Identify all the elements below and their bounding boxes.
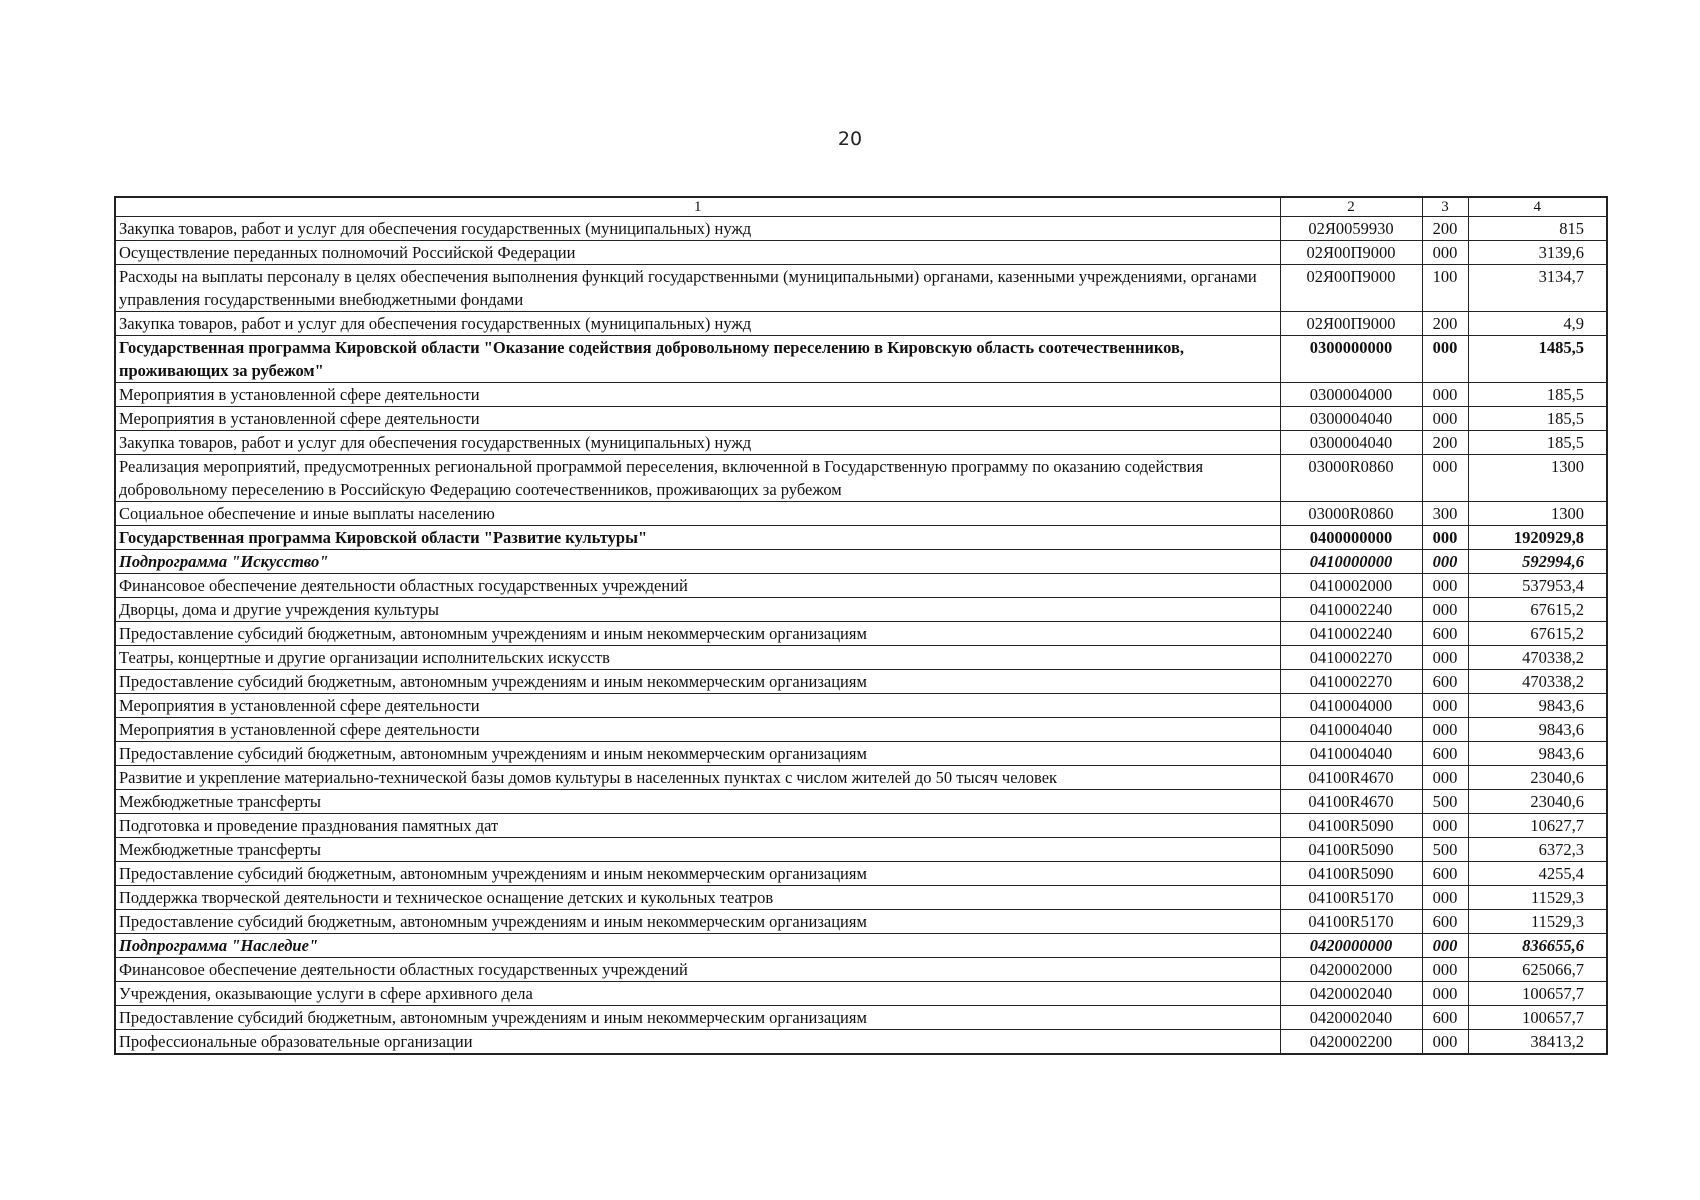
row-type-cell: 000	[1422, 383, 1468, 407]
row-name-cell: Предоставление субсидий бюджетным, автономным учреждениям и иным некоммерческим организациям	[115, 1006, 1280, 1030]
table-row	[115, 622, 1607, 646]
row-type-cell: 200	[1422, 431, 1468, 455]
table-row	[115, 336, 1607, 383]
table-row	[115, 312, 1607, 336]
header-col-4: 4	[1468, 197, 1607, 217]
row-type-cell: 000	[1422, 814, 1468, 838]
row-code-cell: 04100R5170	[1280, 886, 1422, 910]
row-name-cell: Предоставление субсидий бюджетным, автономным учреждениям и иным некоммерческим организациям	[115, 622, 1280, 646]
row-sum-cell: 11529,3	[1468, 910, 1607, 934]
table-row	[115, 598, 1607, 622]
row-sum-cell: 9843,6	[1468, 742, 1607, 766]
row-type-cell: 500	[1422, 790, 1468, 814]
table-row	[115, 814, 1607, 838]
table-row	[115, 886, 1607, 910]
table-row	[115, 790, 1607, 814]
table-row	[115, 431, 1607, 455]
row-sum-cell: 9843,6	[1468, 694, 1607, 718]
budget-table	[114, 196, 1608, 1055]
row-name-cell: Предоставление субсидий бюджетным, автономным учреждениям и иным некоммерческим организациям	[115, 910, 1280, 934]
row-sum-cell: 1920929,8	[1468, 526, 1607, 550]
header-col-3: 3	[1422, 197, 1468, 217]
row-code-cell: 0420002200	[1280, 1030, 1422, 1055]
row-name-cell: Мероприятия в установленной сфере деятельности	[115, 694, 1280, 718]
row-code-cell: 0300004040	[1280, 407, 1422, 431]
row-code-cell: 0410002240	[1280, 598, 1422, 622]
row-type-cell: 000	[1422, 455, 1468, 502]
row-type-cell: 000	[1422, 336, 1468, 383]
row-name-cell: Финансовое обеспечение деятельности областных государственных учреждений	[115, 958, 1280, 982]
row-code-cell: 0410002000	[1280, 574, 1422, 598]
row-code-cell: 02Я00П9000	[1280, 312, 1422, 336]
table-row	[115, 862, 1607, 886]
row-type-cell: 000	[1422, 766, 1468, 790]
table-row	[115, 958, 1607, 982]
row-type-cell: 600	[1422, 670, 1468, 694]
row-sum-cell: 3139,6	[1468, 241, 1607, 265]
row-code-cell: 0300004040	[1280, 431, 1422, 455]
table-row	[115, 646, 1607, 670]
row-sum-cell: 470338,2	[1468, 670, 1607, 694]
table-row	[115, 241, 1607, 265]
row-sum-cell: 67615,2	[1468, 622, 1607, 646]
table-row	[115, 982, 1607, 1006]
row-type-cell: 000	[1422, 934, 1468, 958]
row-sum-cell: 11529,3	[1468, 886, 1607, 910]
row-code-cell: 0410002270	[1280, 670, 1422, 694]
table-row	[115, 742, 1607, 766]
table-row	[115, 1006, 1607, 1030]
table-row	[115, 455, 1607, 502]
row-name-cell: Межбюджетные трансферты	[115, 838, 1280, 862]
row-name-cell: Финансовое обеспечение деятельности областных государственных учреждений	[115, 574, 1280, 598]
header-col-1: 1	[115, 197, 1280, 217]
row-type-cell: 000	[1422, 574, 1468, 598]
row-name-cell: Дворцы, дома и другие учреждения культуры	[115, 598, 1280, 622]
row-type-cell: 000	[1422, 550, 1468, 574]
row-type-cell: 000	[1422, 598, 1468, 622]
row-name-cell: Театры, концертные и другие организации исполнительских искусств	[115, 646, 1280, 670]
row-sum-cell: 3134,7	[1468, 265, 1607, 312]
row-sum-cell: 185,5	[1468, 407, 1607, 431]
row-name-cell: Осуществление переданных полномочий Российской Федерации	[115, 241, 1280, 265]
row-code-cell: 02Я00П9000	[1280, 265, 1422, 312]
header-col-2: 2	[1280, 197, 1422, 217]
row-code-cell: 0420002000	[1280, 958, 1422, 982]
row-code-cell: 04100R5170	[1280, 910, 1422, 934]
table-row	[115, 1030, 1607, 1055]
row-name-cell: Государственная программа Кировской области "Оказание содействия добровольному переселению в Кировскую область соотечественников, проживающих за рубежом"	[115, 336, 1280, 383]
row-type-cell: 000	[1422, 886, 1468, 910]
row-sum-cell: 67615,2	[1468, 598, 1607, 622]
row-name-cell: Реализация мероприятий, предусмотренных региональной программой переселения, включенной в Государственную программу по оказанию содействия добровольному переселению в Российскую Федерацию соотечественников, проживающих за рубежом	[115, 455, 1280, 502]
row-code-cell: 0300000000	[1280, 336, 1422, 383]
row-type-cell: 100	[1422, 265, 1468, 312]
row-code-cell: 0420000000	[1280, 934, 1422, 958]
row-code-cell: 0410004040	[1280, 718, 1422, 742]
page-number: 20	[837, 128, 863, 150]
row-code-cell: 02Я00П9000	[1280, 241, 1422, 265]
row-sum-cell: 1300	[1468, 502, 1607, 526]
row-name-cell: Развитие и укрепление материально-технической базы домов культуры в населенных пунктах с числом жителей до 50 тысяч человек	[115, 766, 1280, 790]
table-row	[115, 383, 1607, 407]
table-row	[115, 550, 1607, 574]
row-type-cell: 000	[1422, 526, 1468, 550]
row-type-cell: 300	[1422, 502, 1468, 526]
row-name-cell: Мероприятия в установленной сфере деятельности	[115, 383, 1280, 407]
row-type-cell: 000	[1422, 718, 1468, 742]
row-code-cell: 0420002040	[1280, 982, 1422, 1006]
row-type-cell: 000	[1422, 241, 1468, 265]
row-code-cell: 04100R4670	[1280, 790, 1422, 814]
row-code-cell: 0300004000	[1280, 383, 1422, 407]
row-sum-cell: 23040,6	[1468, 766, 1607, 790]
table-row	[115, 694, 1607, 718]
row-name-cell: Поддержка творческой деятельности и техническое оснащение детских и кукольных театров	[115, 886, 1280, 910]
row-name-cell: Расходы на выплаты персоналу в целях обеспечения выполнения функций государственными (муниципальными) органами, казенными учреждениями, органами управления государственными внебюджетными фондами	[115, 265, 1280, 312]
table-body	[115, 217, 1607, 1055]
row-code-cell: 03000R0860	[1280, 502, 1422, 526]
row-type-cell: 000	[1422, 958, 1468, 982]
row-name-cell: Предоставление субсидий бюджетным, автономным учреждениям и иным некоммерческим организациям	[115, 742, 1280, 766]
row-code-cell: 0410004040	[1280, 742, 1422, 766]
row-type-cell: 000	[1422, 407, 1468, 431]
table-header-row	[115, 197, 1607, 217]
row-sum-cell: 100657,7	[1468, 982, 1607, 1006]
row-sum-cell: 592994,6	[1468, 550, 1607, 574]
table-row	[115, 718, 1607, 742]
row-sum-cell: 625066,7	[1468, 958, 1607, 982]
row-sum-cell: 100657,7	[1468, 1006, 1607, 1030]
row-name-cell: Закупка товаров, работ и услуг для обеспечения государственных (муниципальных) нужд	[115, 431, 1280, 455]
table-row	[115, 502, 1607, 526]
row-code-cell: 04100R4670	[1280, 766, 1422, 790]
row-type-cell: 200	[1422, 217, 1468, 241]
row-sum-cell: 185,5	[1468, 383, 1607, 407]
table-row	[115, 838, 1607, 862]
row-code-cell: 0410000000	[1280, 550, 1422, 574]
row-code-cell: 03000R0860	[1280, 455, 1422, 502]
row-sum-cell: 470338,2	[1468, 646, 1607, 670]
row-sum-cell: 815	[1468, 217, 1607, 241]
row-type-cell: 600	[1422, 622, 1468, 646]
row-type-cell: 000	[1422, 646, 1468, 670]
row-name-cell: Предоставление субсидий бюджетным, автономным учреждениям и иным некоммерческим организациям	[115, 670, 1280, 694]
row-sum-cell: 1300	[1468, 455, 1607, 502]
row-sum-cell: 10627,7	[1468, 814, 1607, 838]
row-type-cell: 500	[1422, 838, 1468, 862]
row-sum-cell: 23040,6	[1468, 790, 1607, 814]
table-row	[115, 265, 1607, 312]
row-name-cell: Закупка товаров, работ и услуг для обеспечения государственных (муниципальных) нужд	[115, 312, 1280, 336]
row-sum-cell: 4255,4	[1468, 862, 1607, 886]
row-name-cell: Мероприятия в установленной сфере деятельности	[115, 718, 1280, 742]
table-row	[115, 766, 1607, 790]
row-code-cell: 0410002240	[1280, 622, 1422, 646]
row-name-cell: Мероприятия в установленной сфере деятельности	[115, 407, 1280, 431]
table-row	[115, 574, 1607, 598]
row-name-cell: Предоставление субсидий бюджетным, автономным учреждениям и иным некоммерческим организациям	[115, 862, 1280, 886]
table-row	[115, 670, 1607, 694]
row-name-cell: Межбюджетные трансферты	[115, 790, 1280, 814]
row-name-cell: Подпрограмма "Искусство"	[115, 550, 1280, 574]
row-name-cell: Учреждения, оказывающие услуги в сфере архивного дела	[115, 982, 1280, 1006]
row-type-cell: 000	[1422, 982, 1468, 1006]
row-type-cell: 600	[1422, 910, 1468, 934]
row-code-cell: 04100R5090	[1280, 838, 1422, 862]
row-code-cell: 0410004000	[1280, 694, 1422, 718]
table-row	[115, 407, 1607, 431]
row-sum-cell: 537953,4	[1468, 574, 1607, 598]
row-code-cell: 0420002040	[1280, 1006, 1422, 1030]
row-sum-cell: 38413,2	[1468, 1030, 1607, 1055]
row-code-cell: 0410002270	[1280, 646, 1422, 670]
row-type-cell: 600	[1422, 862, 1468, 886]
row-code-cell: 0400000000	[1280, 526, 1422, 550]
row-code-cell: 02Я0059930	[1280, 217, 1422, 241]
row-name-cell: Подготовка и проведение празднования памятных дат	[115, 814, 1280, 838]
row-sum-cell: 4,9	[1468, 312, 1607, 336]
row-name-cell: Социальное обеспечение и иные выплаты населению	[115, 502, 1280, 526]
row-type-cell: 000	[1422, 1030, 1468, 1055]
row-type-cell: 600	[1422, 742, 1468, 766]
row-code-cell: 04100R5090	[1280, 814, 1422, 838]
row-sum-cell: 185,5	[1468, 431, 1607, 455]
table-row	[115, 217, 1607, 241]
row-name-cell: Профессиональные образовательные организации	[115, 1030, 1280, 1055]
row-sum-cell: 9843,6	[1468, 718, 1607, 742]
row-type-cell: 600	[1422, 1006, 1468, 1030]
row-sum-cell: 6372,3	[1468, 838, 1607, 862]
row-name-cell: Закупка товаров, работ и услуг для обеспечения государственных (муниципальных) нужд	[115, 217, 1280, 241]
row-code-cell: 04100R5090	[1280, 862, 1422, 886]
row-type-cell: 200	[1422, 312, 1468, 336]
row-sum-cell: 836655,6	[1468, 934, 1607, 958]
table-row	[115, 910, 1607, 934]
table-row	[115, 526, 1607, 550]
table-row	[115, 934, 1607, 958]
row-name-cell: Подпрограмма "Наследие"	[115, 934, 1280, 958]
row-sum-cell: 1485,5	[1468, 336, 1607, 383]
row-type-cell: 000	[1422, 694, 1468, 718]
row-name-cell: Государственная программа Кировской области "Развитие культуры"	[115, 526, 1280, 550]
